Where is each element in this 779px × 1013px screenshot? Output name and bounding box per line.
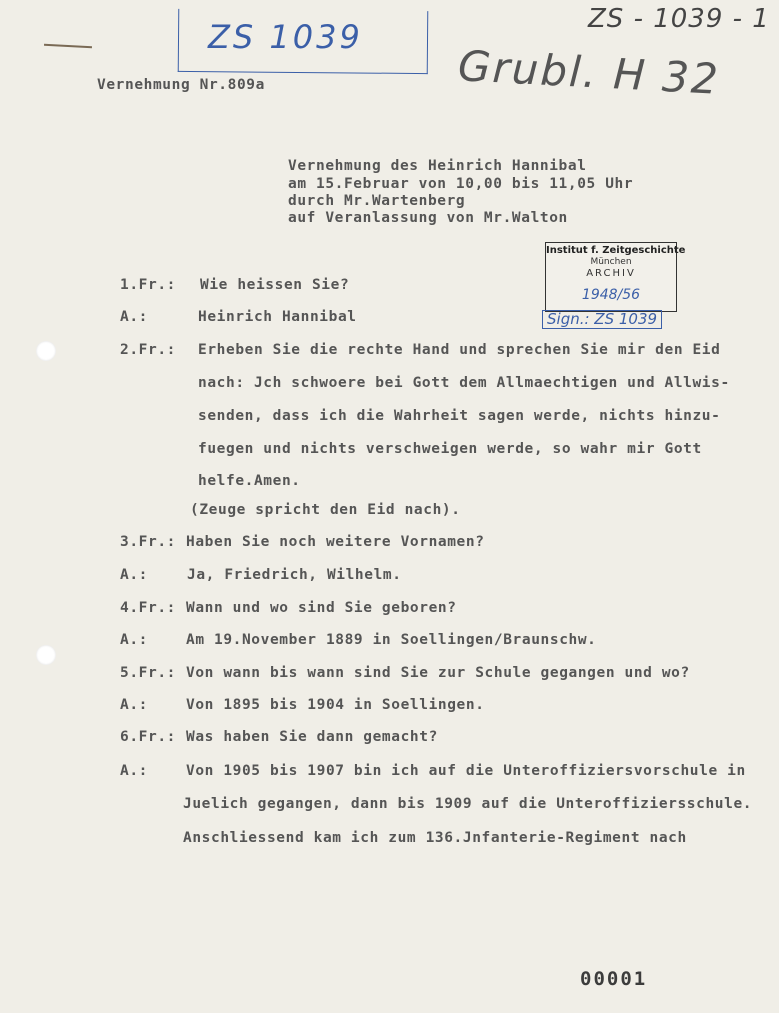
a6-text-1: Von 1905 bis 1907 bin ich auf die Unteroffiziersvorschule in xyxy=(186,763,746,779)
a4-label: A.: xyxy=(120,632,148,648)
a5-text: Von 1895 bis 1904 in Soellingen. xyxy=(186,697,485,713)
q4-label: 4.Fr.: xyxy=(120,600,176,616)
stamp-institute: Institut f. Zeitgeschichte xyxy=(546,245,686,256)
a6-text-2: Juelich gegangen, dann bis 1909 auf die Unteroffiziersschule. xyxy=(183,796,753,812)
q6-label: 6.Fr.: xyxy=(120,729,176,745)
q4-text: Wann und wo sind Sie geboren? xyxy=(186,600,457,616)
punch-hole-bottom xyxy=(36,645,56,665)
q3-text: Haben Sie noch weitere Vornamen? xyxy=(186,534,485,550)
punch-hole-top xyxy=(36,341,56,361)
q2-text-5: helfe.Amen. xyxy=(198,473,301,489)
q2-text-2: nach: Jch schwoere bei Gott dem Allmaechtigen und Allwis- xyxy=(198,375,730,391)
page-number: 00001 xyxy=(580,968,648,990)
a6-label: A.: xyxy=(120,763,148,779)
q3-label: 3.Fr.: xyxy=(120,534,176,550)
q6-text: Was haben Sie dann gemacht? xyxy=(186,729,438,745)
handwritten-signature-note: Grubl. H 32 xyxy=(456,41,721,104)
a5-label: A.: xyxy=(120,697,148,713)
a4-text: Am 19.November 1889 in Soellingen/Braunschw. xyxy=(186,632,597,648)
header-line-2: am 15.Februar von 10,00 bis 11,05 Uhr xyxy=(288,176,634,192)
q1-label: 1.Fr.: xyxy=(120,277,176,293)
q2-text-4: fuegen und nichts verschweigen werde, so wahr mir Gott xyxy=(198,441,702,457)
header-line-4: auf Veranlassung von Mr.Walton xyxy=(288,210,568,226)
a1-label: A.: xyxy=(120,309,148,325)
page-scratch-mark xyxy=(44,44,92,49)
a1-text: Heinrich Hannibal xyxy=(198,309,357,325)
q5-text: Von wann bis wann sind Sie zur Schule gegangen und wo? xyxy=(186,665,690,681)
q2-label: 2.Fr.: xyxy=(120,342,176,358)
archive-stamp xyxy=(545,242,686,312)
stamp-city: München xyxy=(590,257,632,267)
q1-text: Wie heissen Sie? xyxy=(200,277,350,293)
header-line-1: Vernehmung des Heinrich Hannibal xyxy=(288,158,587,174)
header-line-3: durch Mr.Wartenberg xyxy=(288,193,466,209)
archive-ref-handwritten: ZS 1039 xyxy=(208,18,363,56)
archive-ref-top-right: ZS - 1039 - 1 xyxy=(588,4,770,34)
a3-label: A.: xyxy=(120,567,148,583)
a6-text-3: Anschliessend kam ich zum 136.Jnfanterie-Regiment nach xyxy=(183,830,687,846)
document-label: Vernehmung Nr.809a xyxy=(97,77,265,93)
stamp-signature: Sign.: ZS 1039 xyxy=(542,310,662,329)
stamp-number: 1948/56 xyxy=(581,287,641,303)
q2-text-6: (Zeuge spricht den Eid nach). xyxy=(190,502,461,518)
q2-text-1: Erheben Sie die rechte Hand und sprechen Sie mir den Eid xyxy=(198,342,721,358)
q5-label: 5.Fr.: xyxy=(120,665,176,681)
a3-text: Ja, Friedrich, Wilhelm. xyxy=(187,567,402,583)
stamp-archive: ARCHIV xyxy=(586,268,636,279)
q2-text-3: senden, dass ich die Wahrheit sagen werde, nichts hinzu- xyxy=(198,408,721,424)
